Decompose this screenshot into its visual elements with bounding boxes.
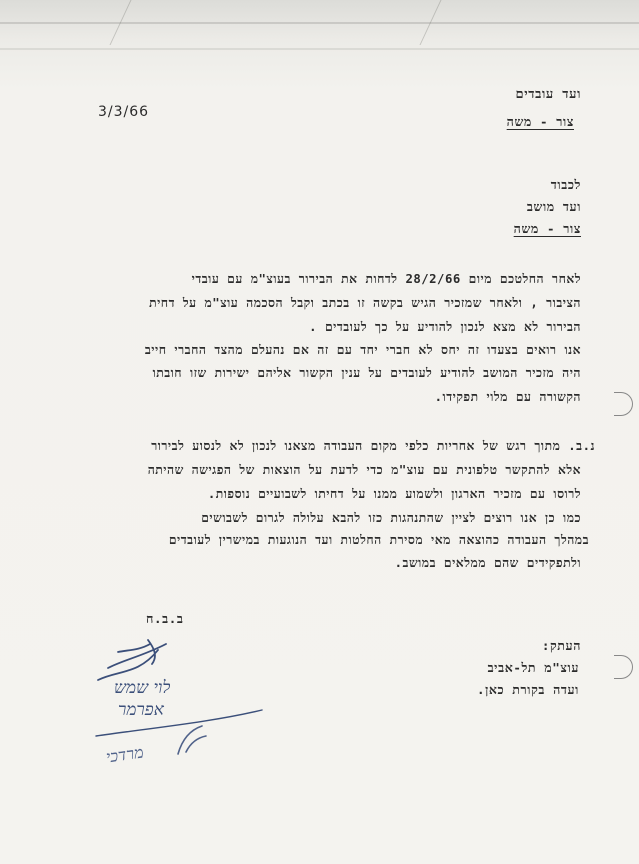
copies-line: ועדה בקורת כאן. (476, 682, 579, 697)
body-line: לאחר החלטכם מיום 28/2/66 לדחות את הבירור בעוצ"מ עם עובדי (191, 272, 581, 286)
postscript-line: ולתפקידים שהם ממלאים במושב. (394, 556, 581, 570)
postscript-line: במהלך העבודה כהוצאה מאי מסירת החלטות ועד הנוגעות במישרין לעובדים (168, 533, 589, 547)
body-line: הציבור , ולאחר שמזכיר הגיש בקשה זו בכתב וקבל הסכמה עוצ"מ על דחית (149, 296, 581, 310)
body-line: הקשורה עם מלוי תפקידו. (434, 390, 581, 404)
signature: מרדכי (104, 742, 145, 767)
signature-scribble (172, 722, 212, 762)
postscript-line: לרוסו עם מזכיר הארגון ולשמוע ממנו על דחיתו לשבועיים נוספות. (207, 487, 581, 501)
signature: לוי שמש (114, 678, 171, 698)
postscript-line: נ.ב. מתוך רגש של אחריות כלפי מקום העבודה מצאנו לנכון לא לנסוע לבירור (151, 439, 595, 453)
copies-line: עוצ"מ תל-אביב (487, 660, 579, 675)
paper-crease (0, 22, 639, 24)
body-line: הבירור לא מצא לנכון להודיע על כך לעובדים . (309, 320, 581, 334)
letterhead-place: צור - משה (506, 114, 574, 129)
punch-hole (614, 392, 633, 416)
recipient-salutation: לכבוד (550, 177, 581, 192)
letter-date: 3/3/66 (98, 104, 150, 120)
closing: ב.ב.ח (146, 611, 184, 626)
paper-crease (0, 48, 639, 50)
postscript-line: כמו כן אנו רוצים לציין שהתנהגות כזו להבא עלולה לגרום לשבושים (201, 511, 581, 525)
recipient-place: צור - משה (513, 221, 581, 236)
copies-label: העתק: (541, 638, 581, 653)
recipient-org: ועד מושב (526, 199, 581, 214)
punch-hole (614, 655, 633, 679)
letterhead-org: ועד עובדים (515, 87, 581, 102)
body-line: אנו רואים בצעדו זה יחס לא חברי יחד עם זה אם נהעלם מהצד החברי חייב (144, 343, 581, 357)
postscript-line: אלא להתקשר טלפונית עם עוצ"מ כדי לדעת על הוצאות של הפגישה שהיתה (147, 463, 581, 477)
body-line: היה מזכיר המושב להודיע לעובדים על ענין הקשור אליהם ישירות שזו חובתו (152, 366, 581, 380)
signature: אפרמר (118, 700, 164, 720)
